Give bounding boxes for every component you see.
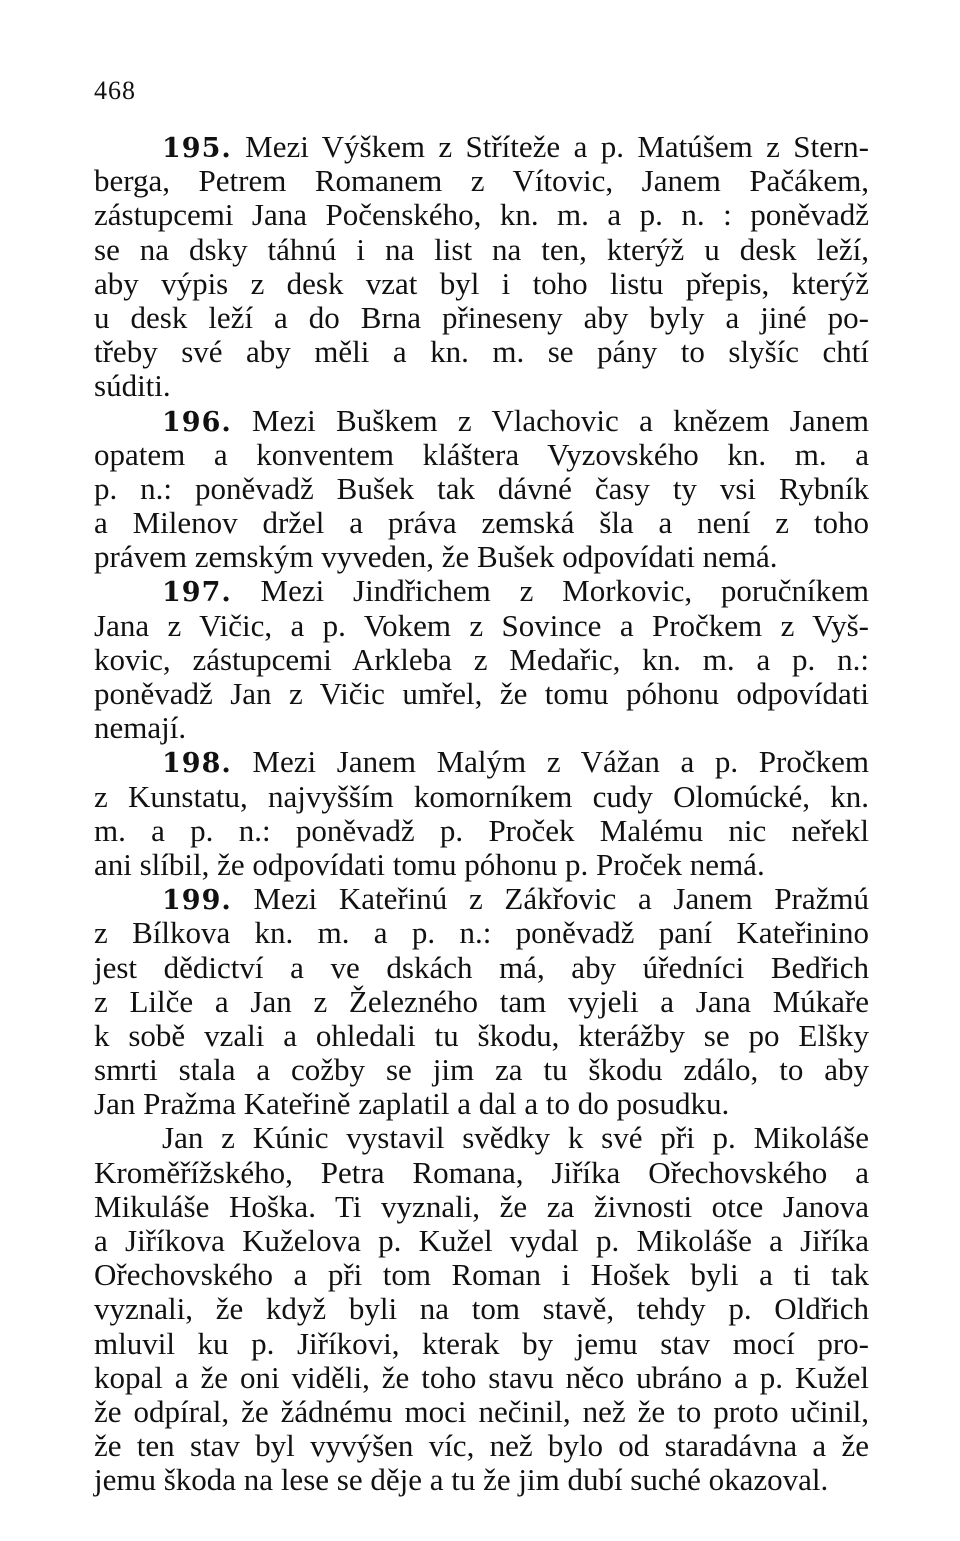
line-text: berga, Petrem Romanem z Vítovic, Janem Pačákem, — [94, 163, 869, 199]
text-line — [94, 1053, 869, 1087]
line-text: z Lilče a Jan z Železného tam vyjeli a Jana Múkaře — [94, 983, 869, 1019]
text-line — [94, 267, 869, 301]
line-text: smrti stala a cožby se jim za tu škodu zdálo, to aby — [94, 1052, 869, 1088]
text-line — [94, 198, 869, 232]
line-text: ani slíbil, že odpovídati tomu póhonu p. Proček nemá. — [94, 846, 765, 882]
line-text: Mezi Jindřichem z Morkovic, poručníkem — [231, 573, 869, 609]
body-text — [94, 130, 869, 1498]
entry-first-line — [94, 404, 869, 438]
text-line — [94, 1258, 869, 1292]
line-text: se na dsky táhnú i na list na ten, kterýž u desk leží, — [94, 231, 869, 267]
line-text: a Milenov držel a práva zemská šla a není z toho — [94, 505, 869, 541]
text-line — [94, 233, 869, 267]
entry-number: 199. — [162, 885, 232, 917]
line-text: kopal a že oni viděli, že toho stavu něco ubráno a p. Kužel — [94, 1359, 869, 1395]
line-text: Jan z Kúnic vystavil svědky k své při p. Mikoláše — [162, 1120, 869, 1156]
text-line — [94, 1087, 869, 1121]
line-text: p. n.: poněvadž Bušek tak dávné časy ty vsi Rybník — [94, 470, 869, 506]
text-line — [94, 506, 869, 540]
entry-number: 198. — [162, 748, 232, 780]
line-text: súditi. — [94, 368, 171, 404]
line-text: Mezi Výškem z Stříteže a p. Matúšem z Stern- — [231, 129, 869, 164]
line-text: vyznali, že když byli na tom stavě, tehdy p. Oldřich — [94, 1291, 869, 1327]
line-text: Kroměřížského, Petra Romana, Jiříka Ořechovského a — [94, 1154, 869, 1190]
text-line — [94, 643, 869, 677]
text-line — [94, 1463, 869, 1497]
text-line — [94, 369, 869, 403]
line-text: zástupcemi Jana Počenského, kn. m. a p. n. : poněvadž — [94, 197, 869, 233]
line-text: m. a p. n.: poněvadž p. Proček Malému nic neřekl — [94, 812, 869, 848]
text-line — [94, 472, 869, 506]
text-line — [94, 335, 869, 369]
line-text: z Kunstatu, najvyšším komorníkem cudy Olomúcké, kn. — [94, 778, 869, 814]
text-line — [94, 711, 869, 745]
text-line — [94, 1190, 869, 1224]
text-line — [94, 438, 869, 472]
text-line — [94, 1156, 869, 1190]
text-line — [94, 780, 869, 814]
text-line — [94, 814, 869, 848]
line-text: že ten stav byl vyvýšen víc, než bylo od staradávna a že — [94, 1428, 869, 1464]
line-text: k sobě vzali a ohledali tu škodu, kterážby se po Elšky — [94, 1017, 869, 1053]
text-line — [94, 301, 869, 335]
text-line — [94, 916, 869, 950]
entry-number: 195. — [162, 133, 232, 164]
line-text: třeby své aby měli a kn. m. se pány to slyšíc chtí — [94, 334, 869, 370]
line-text: Mezi Kateřinú z Zákřovic a Janem Pražmú — [231, 881, 869, 917]
line-text: kovic, zástupcemi Arkleba z Medařic, kn. m. a p. n.: — [94, 641, 869, 677]
entry-number: 197. — [162, 577, 232, 609]
line-text: mluvil ku p. Jiříkovi, kterak by jemu stav mocí pro- — [94, 1325, 869, 1361]
line-text: právem zemským vyveden, že Bušek odpovídati nemá. — [94, 539, 778, 575]
line-text: a Jiříkova Kuželova p. Kužel vydal p. Mikoláše a Jiříka — [94, 1223, 869, 1258]
line-text: jest dědictví a ve dskách má, aby úředníci Bedřich — [94, 949, 869, 985]
text-line — [94, 1327, 869, 1361]
entry-number: 196. — [162, 406, 232, 438]
entry-first-line — [94, 130, 869, 164]
text-line — [94, 1121, 869, 1155]
line-text: Jana z Vičic, a p. Vokem z Sovince a Pročkem z Vyš- — [94, 607, 869, 643]
text-line — [94, 985, 869, 1019]
text-line — [94, 1361, 869, 1395]
text-line — [94, 848, 869, 882]
entry-first-line — [94, 882, 869, 916]
line-text: u desk leží a do Brna přineseny aby byly a jiné po- — [94, 299, 869, 335]
text-line — [94, 164, 869, 198]
entry-first-line — [94, 574, 869, 608]
line-text: Ořechovského a při tom Roman i Hošek byli a ti tak — [94, 1257, 869, 1293]
text-line — [94, 1292, 869, 1326]
line-text: Mikuláše Hoška. Ti vyznali, že za živnosti otce Janova — [94, 1188, 869, 1224]
entry-first-line — [94, 745, 869, 779]
text-line — [94, 1224, 869, 1258]
line-text: aby výpis z desk vzat byl i toho listu přepis, kterýž — [94, 265, 869, 301]
text-line — [94, 540, 869, 574]
page-number: 468 — [94, 76, 136, 105]
text-line — [94, 677, 869, 711]
line-text: z Bílkova kn. m. a p. n.: poněvadž paní Kateřinino — [94, 915, 869, 951]
line-text: že odpíral, že žádnému moci nečinil, než že to proto učinil, — [94, 1393, 869, 1429]
line-text: opatem a konventem kláštera Vyzovského kn. m. a — [94, 436, 869, 472]
text-line — [94, 951, 869, 985]
line-text: Mezi Janem Malým z Vážan a p. Pročkem — [231, 744, 869, 780]
text-line — [94, 1429, 869, 1463]
text-line — [94, 1395, 869, 1429]
line-text: Jan Pražma Kateřině zaplatil a dal a to do posudku. — [94, 1086, 730, 1122]
line-text: Mezi Buškem z Vlachovic a knězem Janem — [231, 402, 869, 438]
line-text: jemu škoda na lese se děje a tu že jim dubí suché okazoval. — [94, 1462, 829, 1498]
text-line — [94, 609, 869, 643]
line-text: poněvadž Jan z Vičic umřel, že tomu póhonu odpovídati — [94, 676, 869, 711]
line-text: nemají. — [94, 710, 187, 746]
text-line — [94, 1019, 869, 1053]
